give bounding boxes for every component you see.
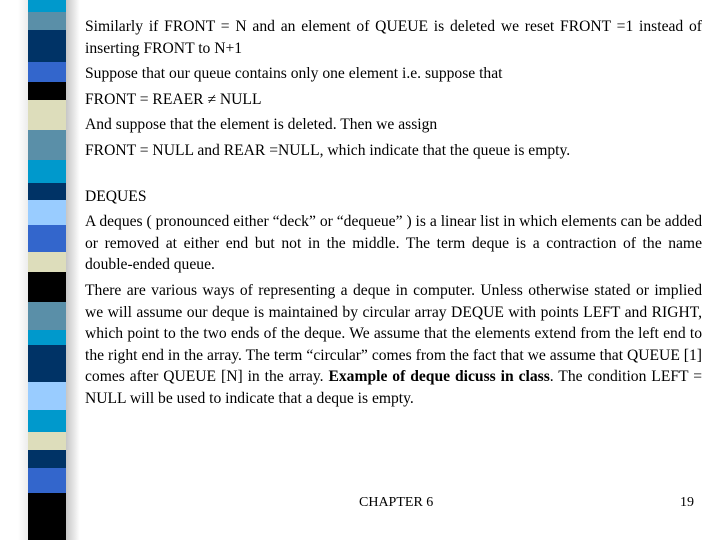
deques-definition: A deques ( pronounced either “deck” or “dequeue” ) is a linear list in which elements can be added or removed at either end but not in the middle. The term deque is a contraction of the name double-ended queue. — [85, 213, 702, 274]
stripe-band — [28, 130, 66, 160]
deques-heading: DEQUES — [85, 187, 147, 205]
slide-content — [85, 16, 702, 414]
paragraph: Similarly if FRONT = N and an element of QUEUE is deleted we reset FRONT =1 instead of inserting FRONT to N+1 — [85, 18, 702, 57]
paragraph: FRONT = REAER ≠ NULL — [85, 90, 262, 108]
stripe-band — [28, 302, 66, 330]
stripe-band — [28, 30, 66, 62]
stripe-band — [28, 432, 66, 450]
stripe-band — [28, 468, 66, 493]
page-number: 19 — [680, 495, 694, 510]
decorative-stripe — [28, 0, 66, 540]
stripe-band — [28, 272, 66, 302]
stripe-band — [28, 225, 66, 252]
stripe-band — [28, 62, 66, 82]
stripe-band — [28, 330, 66, 345]
stripe-band — [28, 382, 66, 410]
stripe-band — [28, 183, 66, 200]
deques-representation: There are various ways of representing a deque in computer. Unless otherwise stated or implied we will assume our deque is maintained by circular array DEQUE with points LEFT and RIGHT, which point to the two ends of the deque. We assume that the elements extend from the left end to the right end in the array. The term “circular” comes from the fact that we assume that QUEUE [1] comes after QUEUE [N] in the array. Example of deque dicuss in class. The condition LEFT = NULL will be used to indicate that a deque is empty. — [85, 281, 702, 407]
stripe-band — [28, 345, 66, 382]
stripe-band — [28, 82, 66, 100]
stripe-band — [28, 450, 66, 468]
stripe-band — [28, 200, 66, 225]
stripe-band — [28, 100, 66, 130]
stripe-band — [28, 160, 66, 183]
stripe-band — [28, 493, 66, 540]
paragraph: Suppose that our queue contains only one element i.e. suppose that — [85, 65, 503, 83]
stripe-band — [28, 252, 66, 272]
paragraph: FRONT = NULL and REAR =NULL, which indicate that the queue is empty. — [85, 141, 571, 159]
bold-note: Example of deque dicuss in class — [328, 368, 550, 386]
stripe-band — [28, 410, 66, 432]
paragraph: And suppose that the element is deleted. Then we assign — [85, 116, 438, 134]
stripe-band — [28, 12, 66, 30]
footer-chapter: CHAPTER 6 — [359, 495, 434, 510]
stripe-band — [28, 0, 66, 12]
